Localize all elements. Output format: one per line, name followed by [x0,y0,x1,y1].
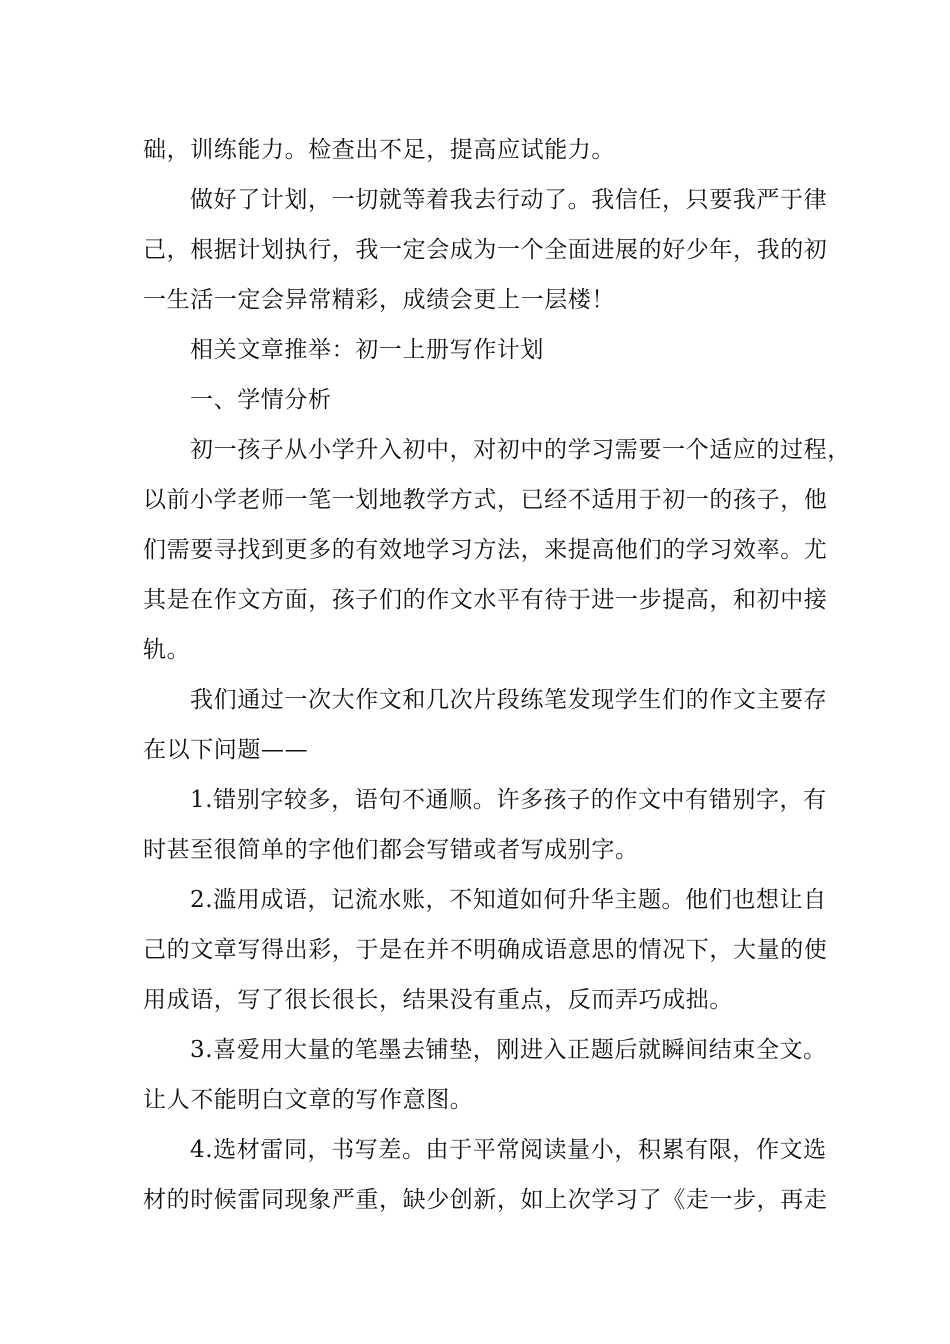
section-heading: 一、学情分析 [190,387,332,413]
text-line: 时甚至很简单的字他们都会写错或者写成别字。 [143,837,639,863]
list-item-4: 4.选材雷同，书写差。由于平常阅读量小，积累有限，作文选 [190,1137,827,1163]
paragraph-start: 我们通过一次大作文和几次片段练笔发现学生们的作文主要存 [190,687,828,713]
text-line: 一生活一定会异常精彩，成绩会更上一层楼！ [143,287,615,313]
text-line: 其是在作文方面，孩子们的作文水平有待于进一步提高，和初中接 [143,587,828,613]
text-line: 用成语，写了很长很长，结果没有重点，反而弄巧成拙。 [143,987,733,1013]
list-item-2: 2.滥用成语，记流水账，不知道如何升华主题。他们也想让自 [190,887,827,913]
text-line: 轨。 [143,637,191,663]
text-line: 让人不能明白文章的写作意图。 [143,1087,474,1113]
text-line: 础，训练能力。检查出不足，提高应试能力。 [143,137,615,163]
text-line: 己，根据计划执行，我一定会成为一个全面进展的好少年，我的初 [143,237,828,263]
paragraph-start: 初一孩子从小学升入初中，对初中的学习需要一个适应的过程， [190,437,851,463]
text-line: 在以下问题—— [143,737,309,763]
list-item-3: 3.喜爱用大量的笔墨去铺垫，刚进入正题后就瞬间结束全文。 [190,1037,827,1063]
text-line: 以前小学老师一笔一划地教学方式，已经不适用于初一的孩子，他 [143,487,828,513]
text-line: 材的时候雷同现象严重，缺少创新，如上次学习了《走一步，再走 [143,1187,828,1213]
related-article-heading: 相关文章推举：初一上册写作计划 [190,337,544,363]
paragraph-start: 做好了计划，一切就等着我去行动了。我信任，只要我严于律 [190,187,828,213]
text-line: 们需要寻找到更多的有效地学习方法，来提高他们的学习效率。尤 [143,537,828,563]
list-item-1: 1.错别字较多，语句不通顺。许多孩子的作文中有错别字，有 [190,787,827,813]
text-line: 己的文章写得出彩，于是在并不明确成语意思的情况下，大量的使 [143,937,828,963]
